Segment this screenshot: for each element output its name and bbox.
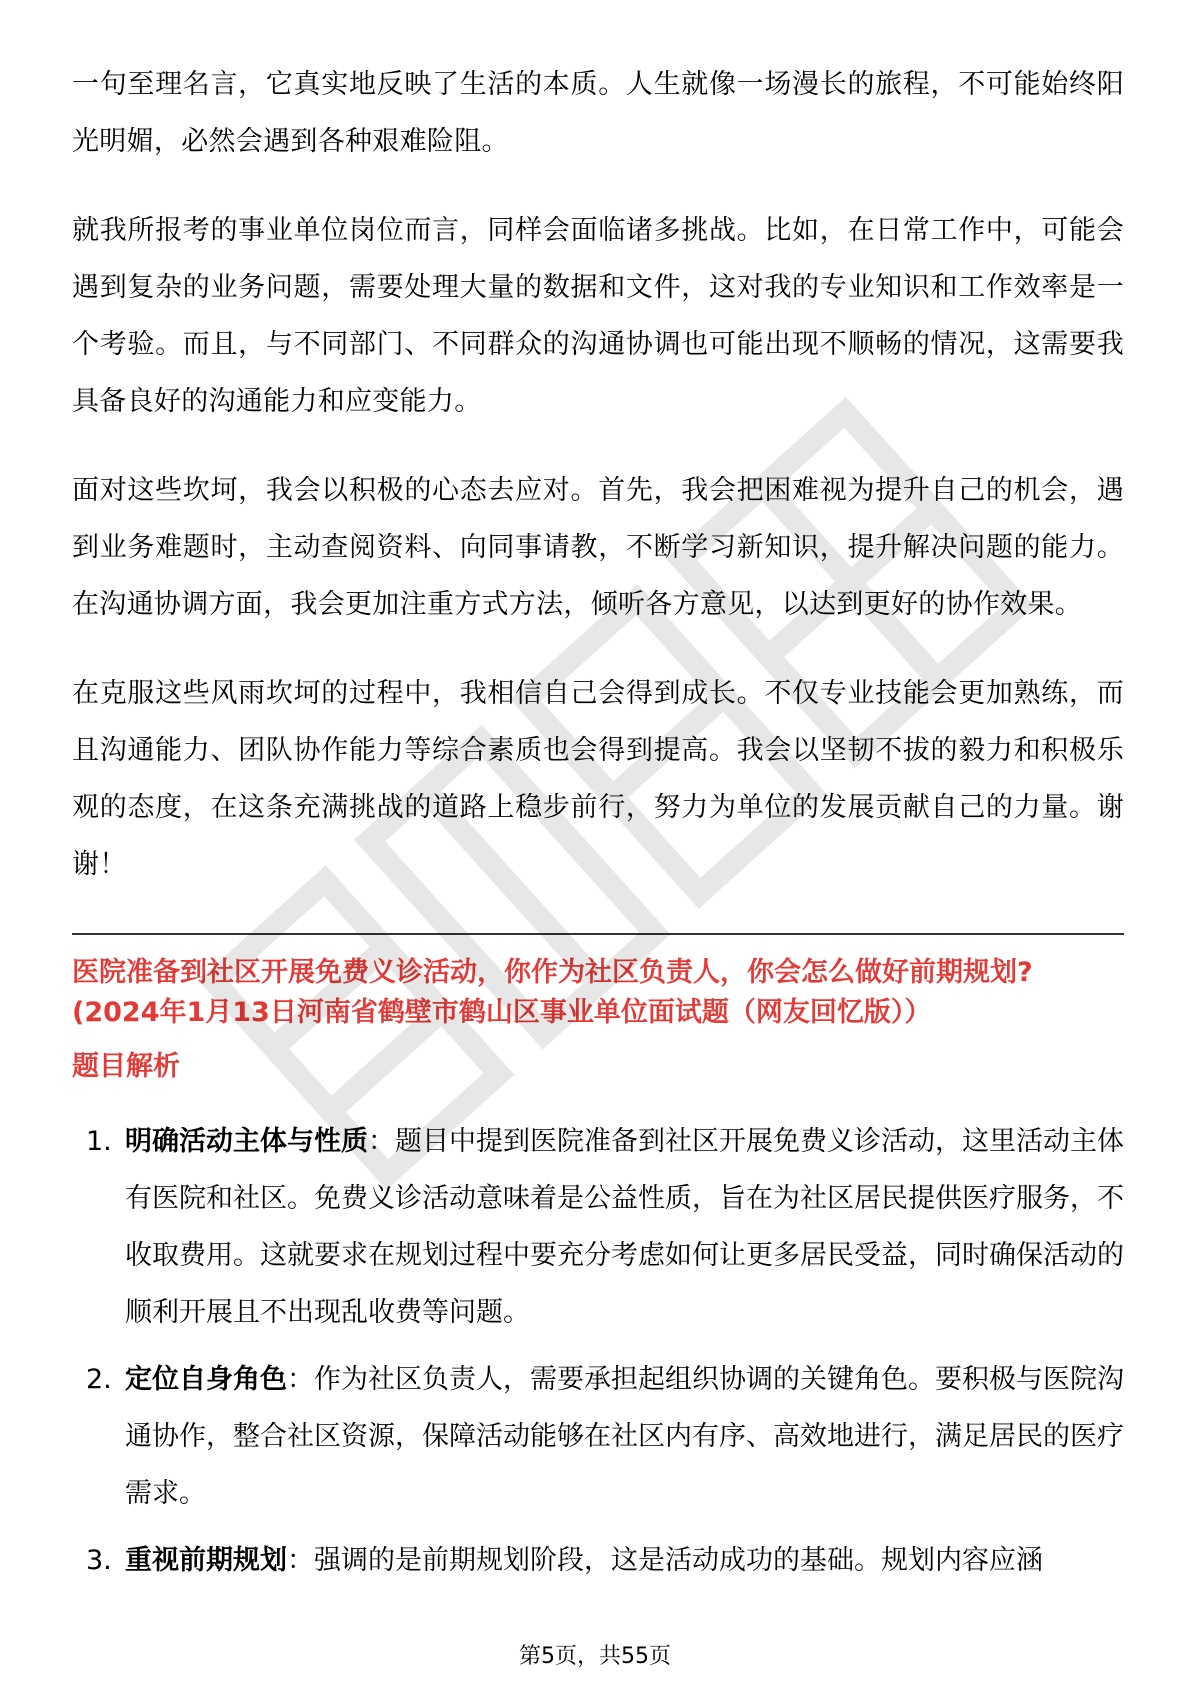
analysis-list (72, 1113, 1124, 1589)
analysis-item-text: ：强调的是前期规划阶段，这是活动成功的基础。规划内容应涵 (287, 1545, 1043, 1576)
analysis-item-lead: 明确活动主体与性质 (125, 1126, 368, 1157)
analysis-item-number: 2. (86, 1364, 112, 1395)
question-heading (72, 953, 1124, 1033)
paragraph-2: 就我所报考的事业单位岗位而言，同样会面临诸多挑战。比如，在日常工作中，可能会遇到复杂的业务问题，需要处理大量的数据和文件，这对我的专业知识和工作效率是一个考验。而且，与不同部门、不同群众的沟通协调也可能出现不顺畅的情况，这需要我具备良好的沟通能力和应变能力。 (72, 215, 1124, 417)
analysis-item-lead: 定位自身角色 (125, 1364, 287, 1395)
analysis-item-number: 1. (86, 1126, 112, 1157)
analysis-item-text: ：作为社区负责人，需要承担起组织协调的关键角色。要积极与医院沟通协作，整合社区资源，保障活动能够在社区内有序、高效地进行，满足居民的医疗需求。 (125, 1364, 1124, 1509)
analysis-item-2 (72, 1351, 1124, 1522)
question-line-2: (2024年1月13日河南省鹤壁市鹤山区事业单位面试题（网友回忆版）） (72, 997, 932, 1028)
paragraph-3: 面对这些坎坷，我会以积极的心态去应对。首先，我会把困难视为提升自己的机会，遇到业务难题时，主动查阅资料、向同事请教，不断学习新知识，提升解决问题的能力。在沟通协调方面，我会更加注重方式方法，倾听各方意见，以达到更好的协作效果。 (72, 475, 1124, 620)
paragraph-4: 在克服这些风雨坎坷的过程中，我相信自己会得到成长。不仅专业技能会更加熟练，而且沟通能力、团队协作能力等综合素质也会得到提高。我会以坚韧不拔的毅力和积极乐观的态度，在这条充满挑战的道路上稳步前行，努力为单位的发展贡献自己的力量。谢谢！ (72, 678, 1124, 880)
analysis-item-1 (72, 1113, 1124, 1341)
analysis-title: 题目解析 (72, 1051, 180, 1082)
paragraph-1: 一句至理名言，它真实地反映了生活的本质。人生就像一场漫长的旅程，不可能始终阳光明媚，必然会遇到各种艰难险阻。 (72, 69, 1124, 157)
analysis-item-3 (72, 1532, 1124, 1589)
analysis-item-text: ：题目中提到医院准备到社区开展免费义诊活动，这里活动主体有医院和社区。免费义诊活动意味着是公益性质，旨在为社区居民提供医疗服务，不收取费用。这就要求在规划过程中要充分考虑如何让更多居民受益，同时确保活动的顺利开展且不出现乱收费等问题。 (125, 1126, 1124, 1328)
question-line-1: 医院准备到社区开展免费义诊活动，你作为社区负责人，你会怎么做好前期规划? (72, 957, 1033, 988)
page-content (72, 56, 1124, 1599)
analysis-item-lead: 重视前期规划 (125, 1545, 287, 1576)
section-divider (72, 933, 1124, 935)
analysis-item-number: 3. (86, 1545, 112, 1576)
page-footer: 第5页，共55页 (519, 1644, 671, 1669)
